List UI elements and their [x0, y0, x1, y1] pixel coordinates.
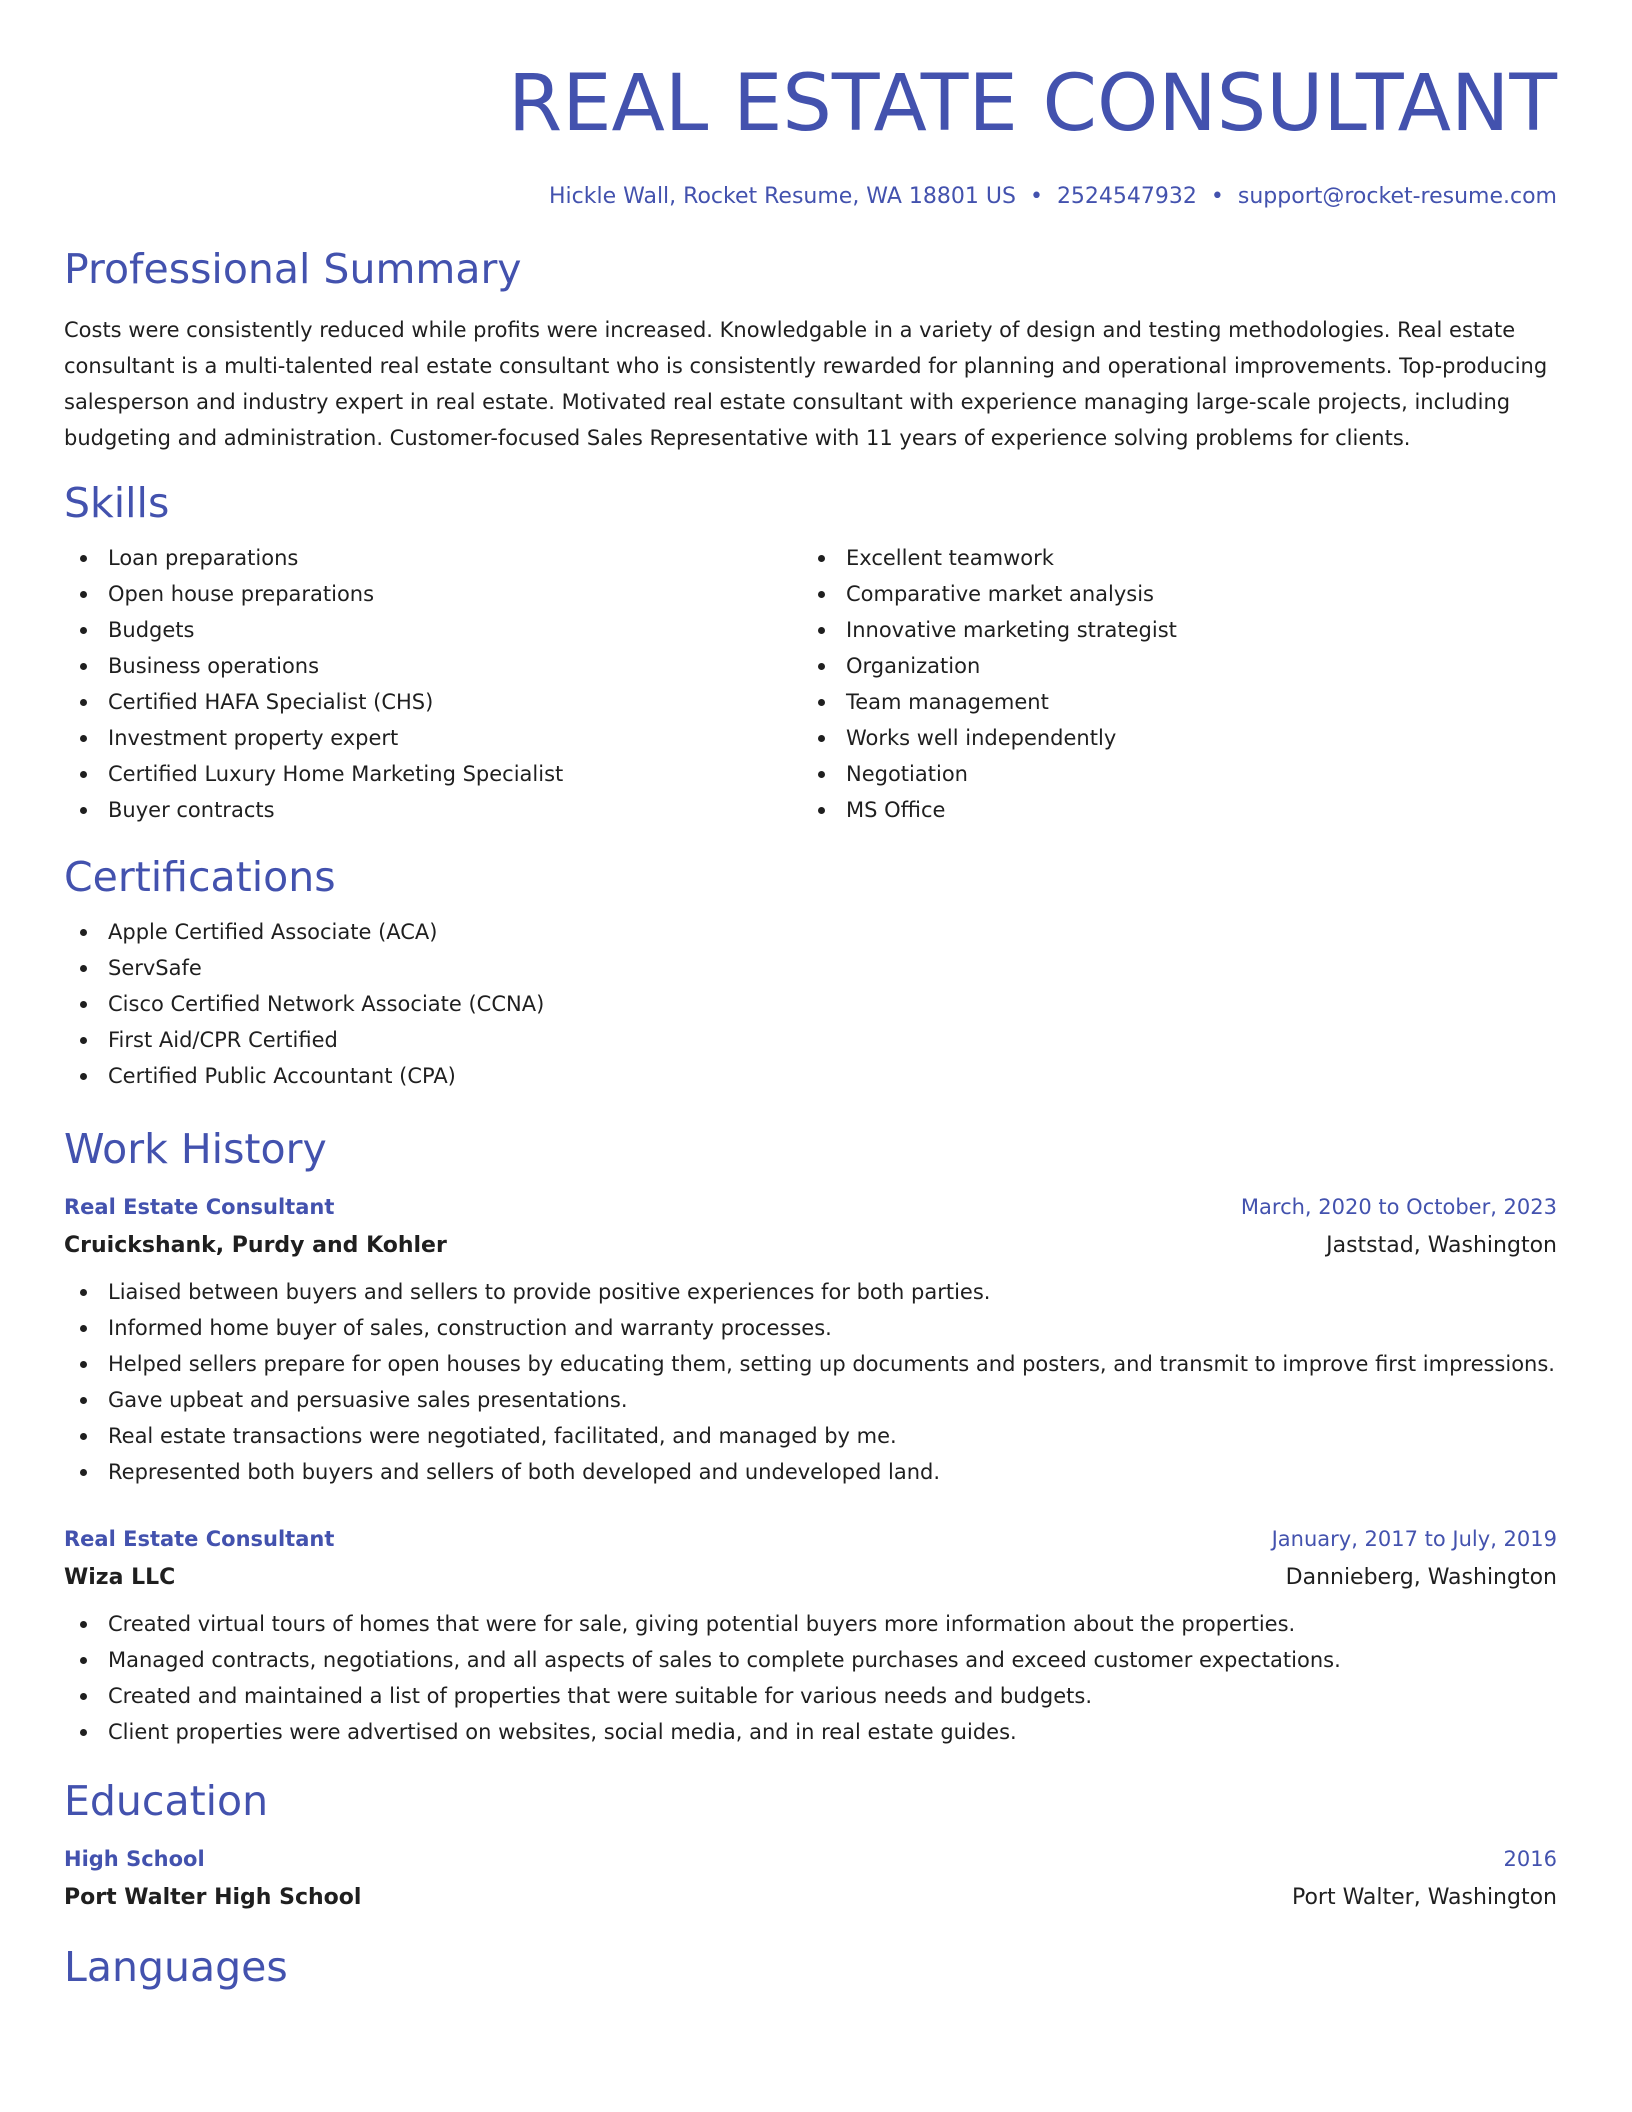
job-company-row — [64, 1226, 1557, 1266]
skills-list-right — [802, 540, 1540, 828]
work-history-section — [64, 1124, 1557, 1750]
list-item: Comparative market analysis — [802, 576, 1540, 612]
job-location: Jaststad, Washington — [1326, 1233, 1557, 1258]
job-company-row — [64, 1558, 1557, 1598]
skills-section — [64, 478, 1557, 828]
certifications-heading: Certifications — [64, 853, 336, 901]
certifications-section — [64, 852, 1557, 1094]
list-item: Certified Luxury Home Marketing Specialist — [64, 756, 802, 792]
job-entry — [64, 1520, 1557, 1750]
list-item: Represented both buyers and sellers of both developed and undeveloped land. — [64, 1454, 1557, 1490]
summary-section — [64, 244, 1557, 456]
resume-title: REAL ESTATE CONSULTANT — [508, 59, 1557, 149]
list-item: Helped sellers prepare for open houses by educating them, setting up documents and posters, and transmit to improve first impressions. — [64, 1346, 1557, 1382]
summary-text: Costs were consistently reduced while profits were increased. Knowledgable in a variety of design and testing methodologies. Real estate consultant is a multi-talented real estate consultant who is consistently rewarded for planning and operational improvements. Top-producing salesperson and industry expert in real estate. Motivated real estate consultant with experience managing large-scale projects, including budgeting and administration. Customer-focused Sales Representative with 11 years of experience solving problems for clients. — [64, 318, 1548, 450]
skills-heading: Skills — [64, 479, 170, 527]
languages-heading: Languages — [64, 1943, 288, 1991]
job-header-row — [64, 1520, 1557, 1558]
certifications-list — [64, 914, 1557, 1094]
list-item: Liaised between buyers and sellers to provide positive experiences for both parties. — [64, 1274, 1557, 1310]
education-location: Port Walter, Washington — [1291, 1885, 1557, 1910]
list-item: Cisco Certified Network Associate (CCNA) — [64, 986, 1557, 1022]
education-heading: Education — [64, 1777, 269, 1825]
languages-section — [64, 1942, 1557, 1992]
summary-heading: Professional Summary — [64, 245, 522, 293]
job-location: Dannieberg, Washington — [1285, 1565, 1557, 1590]
list-item: Created and maintained a list of properties that were suitable for various needs and budgets. — [64, 1678, 1557, 1714]
education-year: 2016 — [1503, 1847, 1557, 1871]
job-dates: January, 2017 to July, 2019 — [1271, 1527, 1557, 1551]
job-header-row — [64, 1188, 1557, 1226]
list-item: Investment property expert — [64, 720, 802, 756]
list-item: Created virtual tours of homes that were for sale, giving potential buyers more information about the properties. — [64, 1606, 1557, 1642]
skills-column-left — [64, 540, 802, 828]
job-duties-list — [64, 1606, 1557, 1750]
list-item: Open house preparations — [64, 576, 802, 612]
list-item: Client properties were advertised on websites, social media, and in real estate guides. — [64, 1714, 1557, 1750]
list-item: ServSafe — [64, 950, 1557, 986]
list-item: MS Office — [802, 792, 1540, 828]
skills-column-right — [802, 540, 1540, 828]
education-entry — [64, 1840, 1557, 1918]
job-company: Wiza LLC — [64, 1565, 176, 1590]
list-item: Innovative marketing strategist — [802, 612, 1540, 648]
job-entry — [64, 1188, 1557, 1490]
list-item: Team management — [802, 684, 1540, 720]
job-title: Real Estate Consultant — [64, 1527, 335, 1551]
list-item: Gave upbeat and persuasive sales presentations. — [64, 1382, 1557, 1418]
contact-email: support@rocket-resume.com — [1237, 184, 1557, 209]
list-item: Certified Public Accountant (CPA) — [64, 1058, 1557, 1094]
resume-page — [64, 0, 1557, 1992]
education-section — [64, 1776, 1557, 1918]
list-item: Budgets — [64, 612, 802, 648]
list-item: Buyer contracts — [64, 792, 802, 828]
work-history-heading: Work History — [64, 1125, 327, 1173]
list-item: Real estate transactions were negotiated, facilitated, and managed by me. — [64, 1418, 1557, 1454]
list-item: Managed contracts, negotiations, and all aspects of sales to complete purchases and exceed customer expectations. — [64, 1642, 1557, 1678]
contact-separator: • — [1210, 184, 1224, 209]
education-school: Port Walter High School — [64, 1885, 362, 1910]
skills-grid — [64, 540, 1557, 828]
list-item: Apple Certified Associate (ACA) — [64, 914, 1557, 950]
job-company: Cruickshank, Purdy and Kohler — [64, 1233, 447, 1258]
education-degree: High School — [64, 1847, 205, 1871]
list-item: Negotiation — [802, 756, 1540, 792]
list-item: Informed home buyer of sales, construction and warranty processes. — [64, 1310, 1557, 1346]
list-item: Excellent teamwork — [802, 540, 1540, 576]
list-item: Organization — [802, 648, 1540, 684]
skills-list-left — [64, 540, 802, 828]
contact-address: Hickle Wall, Rocket Resume, WA 18801 US — [548, 184, 1016, 209]
contact-separator: • — [1029, 184, 1043, 209]
education-school-row — [64, 1878, 1557, 1918]
job-duties-list — [64, 1274, 1557, 1490]
list-item: First Aid/CPR Certified — [64, 1022, 1557, 1058]
contact-line — [64, 182, 1557, 212]
education-header-row — [64, 1840, 1557, 1878]
job-title: Real Estate Consultant — [64, 1195, 335, 1219]
job-dates: March, 2020 to October, 2023 — [1240, 1195, 1557, 1219]
list-item: Certified HAFA Specialist (CHS) — [64, 684, 802, 720]
list-item: Works well independently — [802, 720, 1540, 756]
list-item: Loan preparations — [64, 540, 802, 576]
contact-phone: 2524547932 — [1056, 184, 1197, 209]
list-item: Business operations — [64, 648, 802, 684]
